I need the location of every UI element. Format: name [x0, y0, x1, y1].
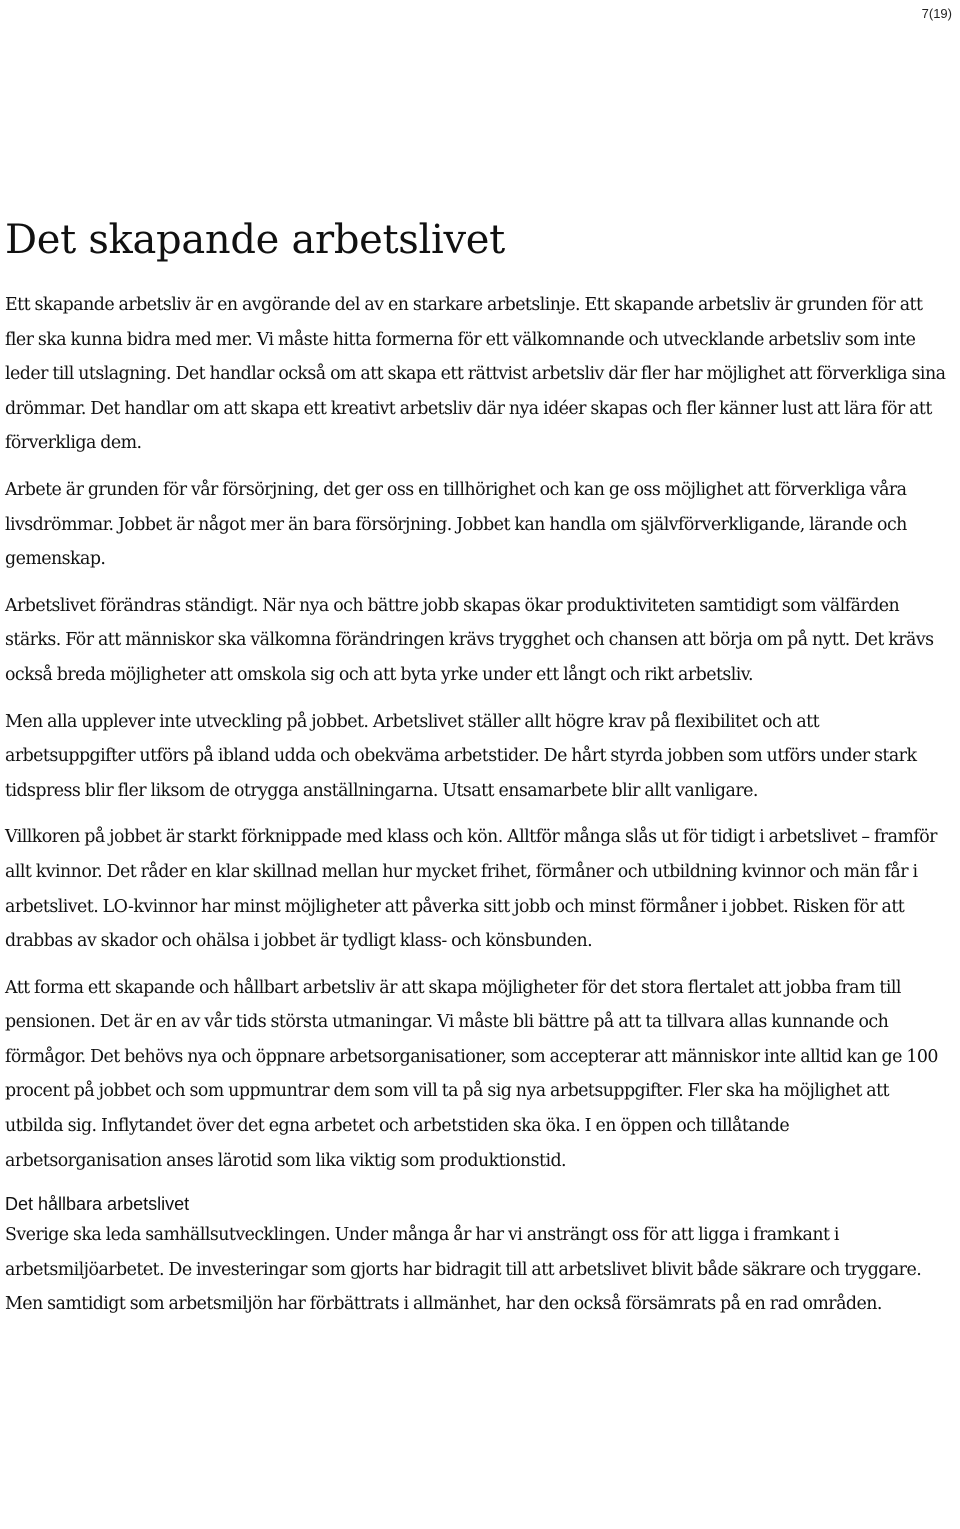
section-heading: Det hållbara arbetslivet — [5, 1194, 190, 1215]
paragraph-conditions: Villkoren på jobbet är starkt förknippade med klass och kön. Alltför många slås ut för tidigt i arbetslivet – framför allt kvinnor. Det råder en klar skillnad mellan hur mycket frihet, förmåner och utbildning kvinnor och män får i arbetslivet. LO-kvinnor har minst möjligheter att påverka sitt jobb och minst förmåner i jobbet. Risken för att drabbas av skador och ohälsa i jobbet är tydligt klass- och könsbunden. — [5, 827, 937, 952]
paragraph-section: Sverige ska leda samhällsutvecklingen. Under många år har vi ansträngt oss för att ligga i framkant i arbetsmiljöarbetet. De investeringar som gjorts har bidragit till att arbetslivet blivit både säkrare och tryggare. Men samtidigt som arbetsmiljön har förbättrats i allmänhet, har den också försämrats på en rad områden. — [5, 1225, 922, 1315]
paragraph-development: Men alla upplever inte utveckling på jobbet. Arbetslivet ställer allt högre krav på flexibilitet och att arbetsuppgifter utförs på ibland udda och obekväma arbetstider. De hårt styrda jobben som utförs under stark tidspress blir fler liksom de otrygga anställningarna. Utsatt ensamarbete blir allt vanligare. — [5, 711, 917, 801]
document-body — [5, 212, 950, 1334]
paragraph-sustainable: Att forma ett skapande och hållbart arbetsliv är att skapa möjligheter för det stora flertalet att jobba fram till pensionen. Det är en av vår tids största utmaningar. Vi måste bli bättre på att ta tillvara allas kunnande och förmågor. Det behövs nya och öppnare arbetsorganisationer, som accepterar att människor inte alltid kan ge 100 procent på jobbet och som uppmuntrar dem som vill ta på sig nya arbetsuppgifter. Fler ska ha möjlighet att utbilda sig. Inflytandet över det egna arbetet och arbetstiden ska öka. I en öppen och tillåtande arbetsorganisation anses lärotid som lika viktig som produktionstid. — [5, 977, 938, 1171]
paragraph-intro: Ett skapande arbetsliv är en avgörande del av en starkare arbetslinje. Ett skapande arbetsliv är grunden för att fler ska kunna bidra med mer. Vi måste hitta formerna för ett välkomnande och utvecklande arbetsliv som inte leder till utslagning. Det handlar också om att skapa ett rättvist arbetsliv där fler har möjlighet att förverkliga sina drömmar. Det handlar om att skapa ett kreativt arbetsliv där nya idéer skapas och fler känner lust att lära för att förverkliga dem. — [5, 295, 946, 454]
paragraph-work-foundation: Arbete är grunden för vår försörjning, det ger oss en tillhörighet och kan ge oss möjlighet att förverkliga våra livsdrömmar. Jobbet är något mer än bara försörjning. Jobbet kan handla om självförverkligande, lärande och gemenskap. — [5, 479, 907, 570]
page-number: 7(19) — [921, 6, 952, 21]
paragraph-changing-worklife: Arbetslivet förändras ständigt. När nya och bättre jobb skapas ökar produktiviteten samtidigt som välfärden stärks. För att människor ska välkomna förändringen krävs trygghet och chansen att börja om på nytt. Det krävs också breda möjligheter att omskola sig och att byta yrke under ett långt och rikt arbetsliv. — [5, 595, 934, 685]
page-title: Det skapande arbetslivet — [5, 217, 505, 263]
